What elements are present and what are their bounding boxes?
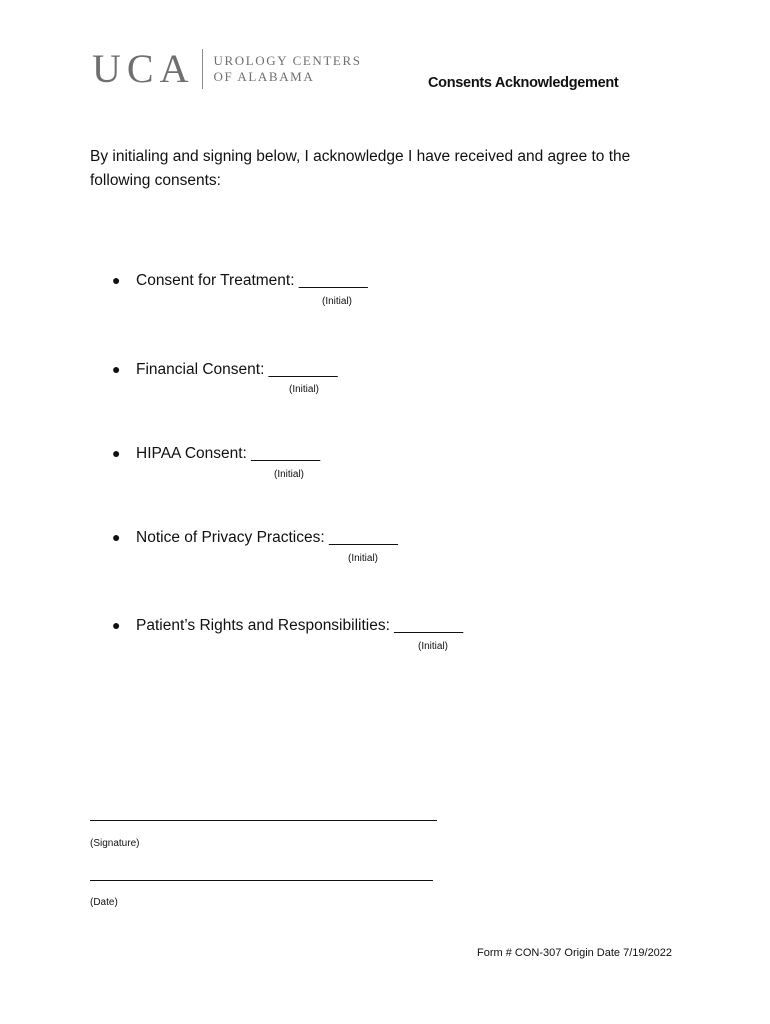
bullet-icon: ● [112,361,121,377]
initial-caption: (Initial) [418,641,449,652]
initial-caption: (Initial) [289,384,320,395]
document-title: Consents Acknowledgement [428,75,619,91]
consent-rights-item[interactable] [112,617,463,635]
bullet-icon: ● [112,445,121,461]
form-footer: Form # CON-307 Origin Date 7/19/2022 [477,947,673,959]
consent-treatment-label: Consent for Treatment: ________ [136,272,368,289]
bullet-icon: ● [112,272,121,288]
logo-line-1: UROLOGY CENTERS [213,53,362,68]
bullet-icon: ● [112,529,121,545]
consent-hipaa-label: HIPAA Consent: ________ [136,445,321,462]
logo-divider [202,49,203,89]
consent-treatment-item[interactable] [112,272,368,290]
date-label: (Date) [90,897,118,908]
initial-caption: (Initial) [274,469,305,480]
consent-privacy-item[interactable] [112,529,398,547]
company-logo [92,48,362,90]
initial-caption: (Initial) [322,296,353,307]
consent-financial-item[interactable] [112,361,338,379]
consent-rights-label: Patient’s Rights and Responsibilities: ________ [136,617,464,634]
consent-financial-label: Financial Consent: ________ [136,361,338,378]
consent-privacy-label: Notice of Privacy Practices: ________ [136,529,398,546]
bullet-icon: ● [112,617,121,633]
consent-hipaa-item[interactable] [112,445,320,463]
date-line[interactable] [90,880,433,881]
intro-paragraph: By initialing and signing below, I acknowledge I have received and agree to the following consents: [90,148,631,189]
logo-text [213,53,361,85]
signature-label: (Signature) [90,838,140,849]
logo-line-2: OF ALABAMA [213,69,315,84]
logo-mark: UCA [92,46,195,91]
signature-line[interactable] [90,820,437,821]
initial-caption: (Initial) [348,553,379,564]
